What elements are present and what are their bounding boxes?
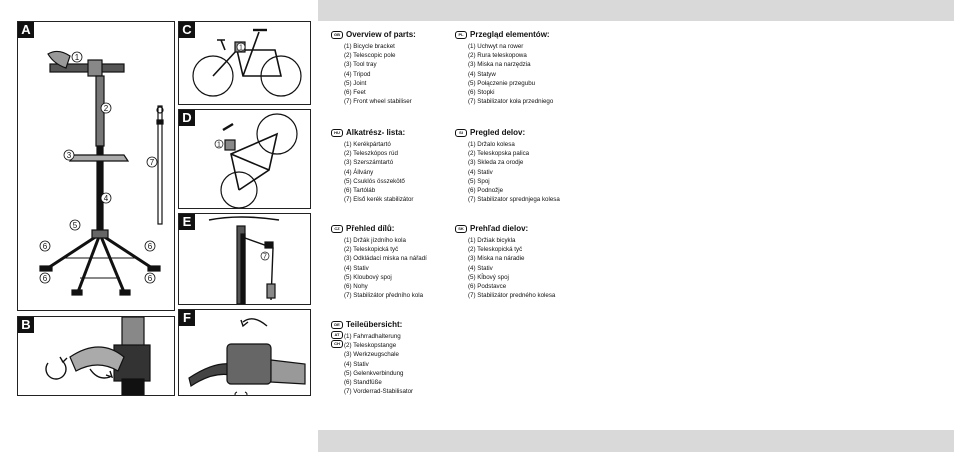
flag-icon: PL	[455, 31, 467, 39]
section-de	[331, 320, 481, 396]
panel-label: E	[179, 214, 195, 230]
list-item: (6) Podstavce	[468, 283, 507, 291]
stabiliser-illustration	[179, 214, 311, 305]
list-item: (5) Kĺbový spoj	[468, 273, 509, 281]
panel-b	[17, 316, 175, 396]
callout-5: 5	[72, 221, 78, 230]
clamp-detail-illustration	[18, 317, 175, 396]
section-pl	[455, 30, 605, 106]
list-item: (6) Feet	[344, 89, 366, 97]
list-item: (5) Gelenkverbindung	[344, 369, 404, 377]
panel-label: C	[179, 22, 195, 38]
callout-7: 7	[149, 158, 155, 167]
list-item: (7) Stabilizátor predného kolesa	[468, 292, 556, 300]
flag-icon: DE	[331, 321, 343, 329]
section-sk	[455, 224, 605, 300]
callout-6: 6	[42, 242, 48, 251]
list-item: (4) Stativ	[468, 168, 493, 176]
panel-e	[178, 213, 311, 305]
flag-icon: SK	[455, 225, 467, 233]
callout-4: 4	[103, 194, 109, 203]
list-item: (1) Kerékpártartó	[344, 141, 391, 148]
list-item: (7) Stabilizator koła przedniego	[468, 98, 554, 106]
list-item: (2) Teleskopická tyč	[344, 246, 399, 254]
flag-icon: AT	[331, 331, 343, 339]
flag-icon: SI	[455, 129, 467, 137]
section-title: Pregled delov:	[470, 128, 526, 137]
list-item: (3) Odkládací miska na nářadí	[344, 255, 427, 263]
list-item: (6) Podnožje	[468, 187, 504, 195]
section-title: Teileübersicht:	[346, 320, 403, 329]
panel-label: A	[18, 22, 34, 38]
panel-label: D	[179, 110, 195, 126]
callout-1: 1	[74, 53, 80, 62]
section-si	[455, 128, 605, 204]
section-title: Overview of parts:	[346, 30, 416, 39]
callout-1: 1	[239, 44, 243, 52]
list-item: (4) Állvány	[344, 168, 374, 176]
flag-icon: CZ	[331, 225, 343, 233]
panel-d	[178, 109, 311, 209]
callout-1: 1	[217, 141, 221, 149]
list-item: (5) Kloubový spoj	[344, 273, 392, 281]
section-title: Přehled dílů:	[346, 224, 395, 233]
list-item: (3) Werkzeugschale	[344, 351, 399, 359]
list-item: (4) Stativ	[344, 360, 369, 368]
list-item: (6) Standfüße	[344, 379, 382, 387]
callout-7: 7	[263, 253, 267, 261]
list-item: (4) Stativ	[344, 264, 369, 272]
panel-c	[178, 21, 311, 105]
list-item: (6) Nohy	[344, 283, 368, 291]
joint-detail-illustration	[179, 310, 311, 396]
list-item: (1) Držák jízdního kola	[344, 237, 406, 244]
panel-label: B	[18, 317, 34, 333]
panel-a	[17, 21, 175, 311]
list-item: (2) Rura teleskopowa	[468, 52, 527, 60]
list-item: (7) Front wheel stabiliser	[344, 98, 412, 106]
list-item: (1) Fahrradhalterung	[344, 333, 401, 340]
list-item: (6) Tartóláb	[344, 187, 376, 195]
list-item: (7) Első kerék stabilizátor	[344, 196, 414, 204]
list-item: (3) Tool tray	[344, 61, 377, 69]
callout-6: 6	[42, 274, 48, 283]
list-item: (2) Teleszkópos rúd	[344, 150, 398, 158]
list-item: (4) Stativ	[468, 264, 493, 272]
flag-icon: GB	[331, 31, 343, 39]
bike-rotated-illustration	[179, 110, 311, 209]
list-item: (1) Uchwyt na rower	[468, 43, 524, 50]
list-item: (2) Telescopic pole	[344, 52, 396, 60]
panel-f	[178, 309, 311, 396]
section-title: Przegląd elementów:	[470, 30, 550, 39]
list-item: (2) Teleskopická tyč	[468, 246, 523, 254]
list-item: (1) Bicycle bracket	[344, 43, 395, 50]
list-item: (3) Skleda za orodje	[468, 159, 524, 167]
footer-bar	[318, 430, 954, 452]
list-item: (5) Połączenie przegubu	[468, 79, 536, 87]
list-item: (4) Tripod	[344, 70, 371, 78]
callout-6: 6	[147, 242, 153, 251]
list-item: (5) Csuklós összekötő	[344, 177, 405, 185]
list-item: (1) Držiak bicykla	[468, 237, 516, 244]
list-item: (5) Spoj	[468, 177, 490, 185]
list-item: (1) Držalo kolesa	[468, 141, 515, 148]
callout-6: 6	[147, 274, 153, 283]
panel-label: F	[179, 310, 195, 326]
list-item: (3) Miska na náradie	[468, 255, 525, 263]
list-item: (7) Stabilizator sprednjega kolesa	[468, 196, 560, 204]
list-item: (5) Joint	[344, 79, 367, 87]
section-title: Prehľad dielov:	[470, 224, 529, 233]
list-item: (2) Teleskopstange	[344, 342, 397, 350]
list-item: (3) Miska na narzędzia	[468, 61, 531, 69]
section-title: Alkatrész- lista:	[346, 128, 406, 137]
list-item: (6) Stopki	[468, 89, 495, 97]
list-item: (7) Vorderrad-Stabilisator	[344, 388, 414, 396]
list-item: (4) Statyw	[468, 70, 496, 78]
callout-3: 3	[66, 151, 72, 160]
stand-illustration	[18, 22, 175, 311]
flag-icon: HU	[331, 129, 343, 137]
list-item: (3) Szerszámtartó	[344, 159, 394, 167]
list-item: (7) Stabilizátor předního kola	[344, 292, 424, 300]
bike-mount-illustration	[179, 22, 311, 105]
header-bar	[318, 0, 954, 21]
list-item: (2) Teleskopska palica	[468, 150, 530, 158]
flag-icon: CH	[331, 340, 343, 348]
callout-2: 2	[103, 104, 109, 113]
